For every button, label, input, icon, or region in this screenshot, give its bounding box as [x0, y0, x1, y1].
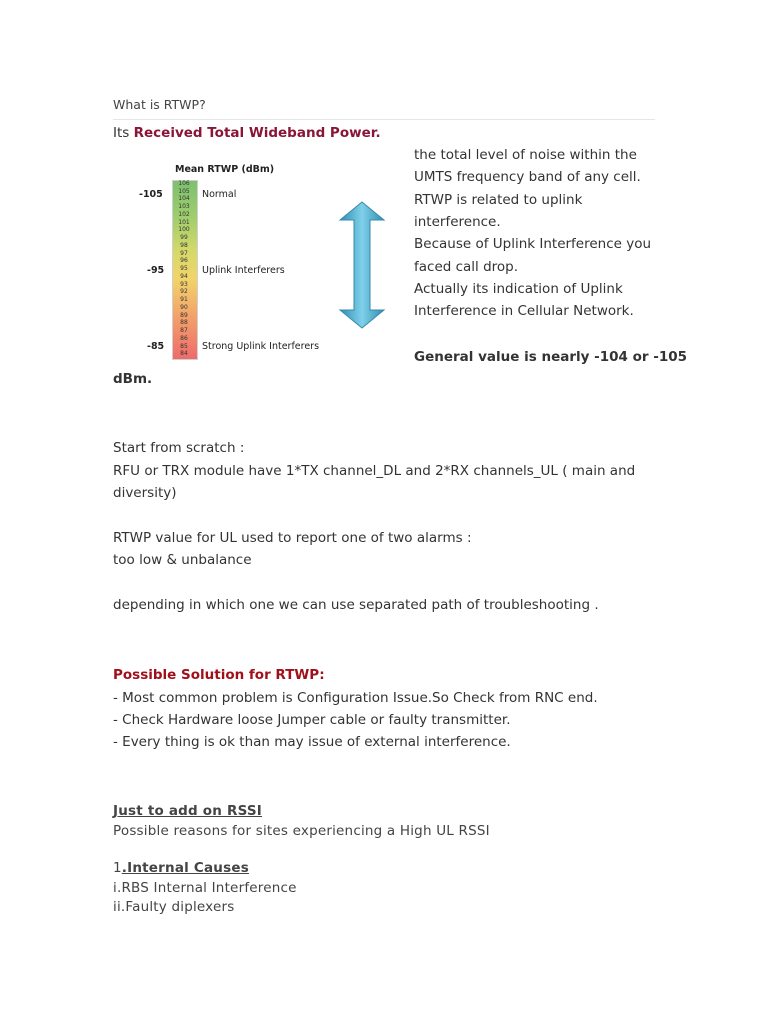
- scale-tick-label: 86: [180, 334, 188, 342]
- scale-tick-label: 91: [180, 296, 188, 304]
- description-line: interference.: [414, 213, 501, 230]
- intro-prefix: Its: [113, 125, 134, 141]
- scale-tick-label: 94: [180, 272, 188, 280]
- scratch-text: RFU or TRX module have 1*TX channel_DL and 2*RX channels_UL ( main and: [113, 463, 636, 479]
- double-arrow-icon: [338, 200, 386, 330]
- level-label: Uplink Interferers: [202, 265, 285, 276]
- intro-highlight: Received Total Wideband Power.: [133, 125, 381, 141]
- page-title: What is RTWP?: [113, 97, 206, 112]
- title-divider: [113, 119, 655, 120]
- scale-tick-label: 96: [180, 257, 188, 265]
- scale-tick-label: 88: [180, 319, 188, 327]
- level-dbm: -105: [139, 189, 163, 200]
- solution-item: - Check Hardware loose Jumper cable or faulty transmitter.: [113, 712, 511, 728]
- scale-tick-label: 92: [180, 288, 188, 296]
- level-dbm: -95: [147, 265, 165, 276]
- alarms-text: too low & unbalance: [113, 552, 252, 568]
- solution-item: - Every thing is ok than may issue of external interference.: [113, 734, 511, 750]
- cause-item: ii.Faulty diplexers: [113, 899, 235, 915]
- alarms-text: RTWP value for UL used to report one of two alarms :: [113, 530, 472, 546]
- description-line: faced call drop.: [414, 258, 519, 275]
- description-line: RTWP is related to uplink: [414, 191, 583, 208]
- scale-tick-label: 93: [180, 280, 188, 288]
- scale-tick-label: 89: [180, 311, 188, 319]
- description-line: Actually its indication of Uplink: [414, 280, 623, 297]
- cause-heading: [113, 857, 249, 879]
- solution-item: - Most common problem is Configuration Issue.So Check from RNC end.: [113, 690, 598, 706]
- cause-number: 1: [113, 860, 122, 876]
- level-label: Strong Uplink Interferers: [202, 341, 320, 352]
- cause-item: i.RBS Internal Interference: [113, 880, 297, 896]
- general-value-unit: dBm.: [113, 371, 153, 387]
- description-line: Because of Uplink Interference you: [414, 236, 652, 253]
- scratch-heading: Start from scratch :: [113, 440, 245, 456]
- scale-tick-label: 95: [180, 265, 188, 273]
- scale-tick-label: 102: [178, 210, 190, 218]
- scale-tick-label: 100: [178, 226, 190, 234]
- scale-tick-label: 101: [178, 218, 190, 226]
- scale-tick-label: 106: [178, 180, 190, 187]
- figure-title: Mean RTWP (dBm): [175, 164, 275, 175]
- solution-heading: Possible Solution for RTWP:: [113, 667, 325, 683]
- description-line: UMTS frequency band of any cell.: [414, 169, 641, 186]
- description-line: Interference in Cellular Network.: [414, 303, 634, 320]
- scale-tick-label: 85: [180, 342, 188, 350]
- scale-tick-label: 97: [180, 249, 188, 257]
- rssi-subheading: Possible reasons for sites experiencing a High UL RSSI: [113, 823, 490, 839]
- cause-title: .Internal Causes: [121, 860, 249, 876]
- intro-line: [113, 122, 381, 144]
- general-value-line: General value is nearly -104 or -105: [414, 349, 688, 365]
- scale-tick-label: 99: [180, 234, 188, 242]
- scale-tick-label: 87: [180, 327, 188, 335]
- scale-tick-label: 103: [178, 203, 190, 211]
- level-label: Normal: [202, 189, 237, 200]
- scale-tick-label: 105: [178, 187, 190, 195]
- scratch-text: diversity): [113, 485, 177, 501]
- scale-tick-label: 104: [178, 195, 190, 203]
- scale-tick-label: 84: [180, 350, 188, 358]
- scale-tick-label: 90: [180, 303, 188, 311]
- troubleshooting-text: depending in which one we can use separated path of troubleshooting .: [113, 597, 599, 613]
- description-line: the total level of noise within the: [414, 147, 637, 163]
- level-dbm: -85: [147, 341, 165, 352]
- scale-tick-label: 98: [180, 241, 188, 249]
- rssi-heading: Just to add on RSSI: [113, 803, 263, 819]
